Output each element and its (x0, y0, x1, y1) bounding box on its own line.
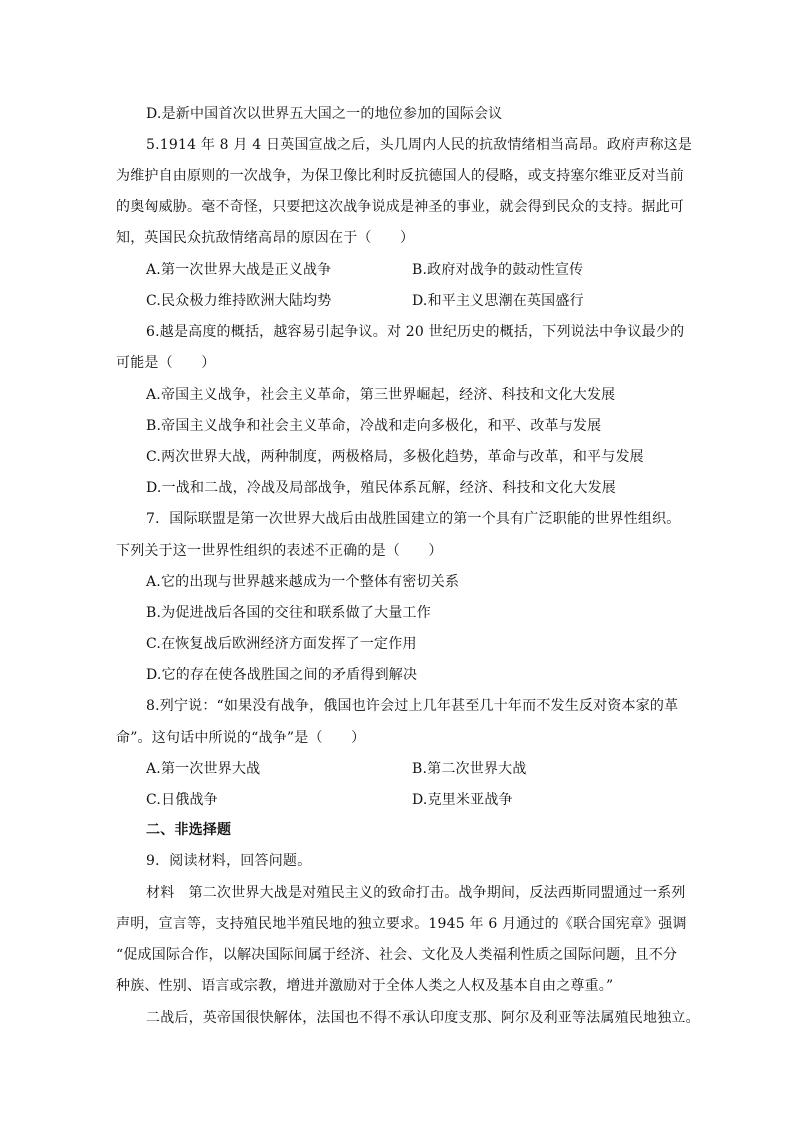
q8-stem-line-1: 8.列宁说：“如果没有战争，俄国也许会过上几年甚至几十年而不发生反对资本家的革 (146, 698, 679, 714)
q6-stem-line-1: 6.越是高度的概括，越容易引起争议。对 20 世纪历史的概括，下列说法中争议最少的 (146, 324, 685, 340)
q9-stem: 9．阅读材料，回答问题。 (146, 853, 312, 869)
q5-option-a: A.第一次世界大战是正义战争 (146, 262, 332, 278)
q7-stem-line-2: 下列关于这一世界性组织的表述不正确的是（ ） (116, 543, 443, 559)
q7-option-d: D.它的存在使各战胜国之间的矛盾得到解决 (146, 667, 418, 683)
q5-stem-line-2: 为维护自由原则的一次战争，为保卫像比利时反抗德国人的侵略，或支持塞尔维亚反对当前 (116, 168, 684, 184)
q6-option-c: C.两次世界大战，两种制度，两极格局，多极化趋势，革命与改革，和平与发展 (146, 449, 644, 465)
q5-stem-line-3: 的奥匈威胁。毫不奇怪，只要把这次战争说成是神圣的事业，就会得到民众的支持。据此可 (116, 199, 684, 215)
q8-option-d: D.克里米亚战争 (412, 792, 513, 808)
q6-option-d: D.一战和二战，冷战及局部战争，殖民体系瓦解，经济、科技和文化大发展 (146, 480, 616, 496)
q7-option-b: B.为促进战后各国的交往和联系做了大量工作 (146, 605, 431, 621)
q4-option-d: D.是新中国首次以世界五大国之一的地位参加的国际会议 (146, 106, 503, 122)
q6-option-a: A.帝国主义战争，社会主义革命，第三世界崛起，经济、科技和文化大发展 (146, 387, 616, 403)
q9-material-line-5: 二战后，英帝国很快解体，法国也不得不承认印度支那、阿尔及利亚等法属殖民地独立。 (146, 1010, 700, 1026)
q8-option-a: A.第一次世界大战 (146, 761, 261, 777)
q7-stem-line-1: 7．国际联盟是第一次世界大战后由战胜国建立的第一个具有广泛职能的世界性组织。 (146, 511, 681, 527)
q5-stem-line-4: 知，英国民众抗敌情绪高昂的原因在于（ ） (116, 230, 415, 246)
q5-stem-line-1: 5.1914 年 8 月 4 日英国宣战之后，头几周内人民的抗敌情绪相当高昂。政府声称这是 (146, 137, 693, 153)
q5-option-d: D.和平主义思潮在英国盛行 (412, 293, 584, 309)
q9-material-line-3: “促成国际合作，以解决国际间属于经济、社会、文化及人类福利性质之国际问题，且不分 (116, 947, 678, 963)
q9-material-line-2: 声明，宣言等，支持殖民地半殖民地的独立要求。1945 年 6 月通过的《联合国宪章》强调 (116, 916, 687, 932)
q6-option-b: B.帝国主义战争和社会主义革命，冷战和走向多极化，和平、改革与发展 (146, 418, 602, 434)
q8-option-c: C.日俄战争 (146, 792, 218, 808)
q6-stem-line-2: 可能是（ ） (116, 355, 216, 371)
q7-option-a: A.它的出现与世界越来越成为一个整体有密切关系 (146, 574, 460, 590)
q7-option-c: C.在恢复战后欧洲经济方面发挥了一定作用 (146, 636, 417, 652)
q8-stem-line-2: 命”。这句话中所说的“战争”是（ ） (116, 730, 366, 746)
q8-option-b: B.第二次世界大战 (412, 761, 527, 777)
q5-option-c: C.民众极力维持欧洲大陆均势 (146, 293, 332, 309)
q9-material-line-4: 种族、性别、语言或宗教，增进并激励对于全体人类之人权及基本自由之尊重。” (116, 978, 614, 994)
section-2-title: 二、非选择题 (146, 822, 232, 838)
q9-material-line-1: 材料 第二次世界大战是对殖民主义的致命打击。战争期间，反法西斯同盟通过一系列 (146, 885, 686, 901)
q5-option-b: B.政府对战争的鼓动性宣传 (412, 262, 584, 278)
